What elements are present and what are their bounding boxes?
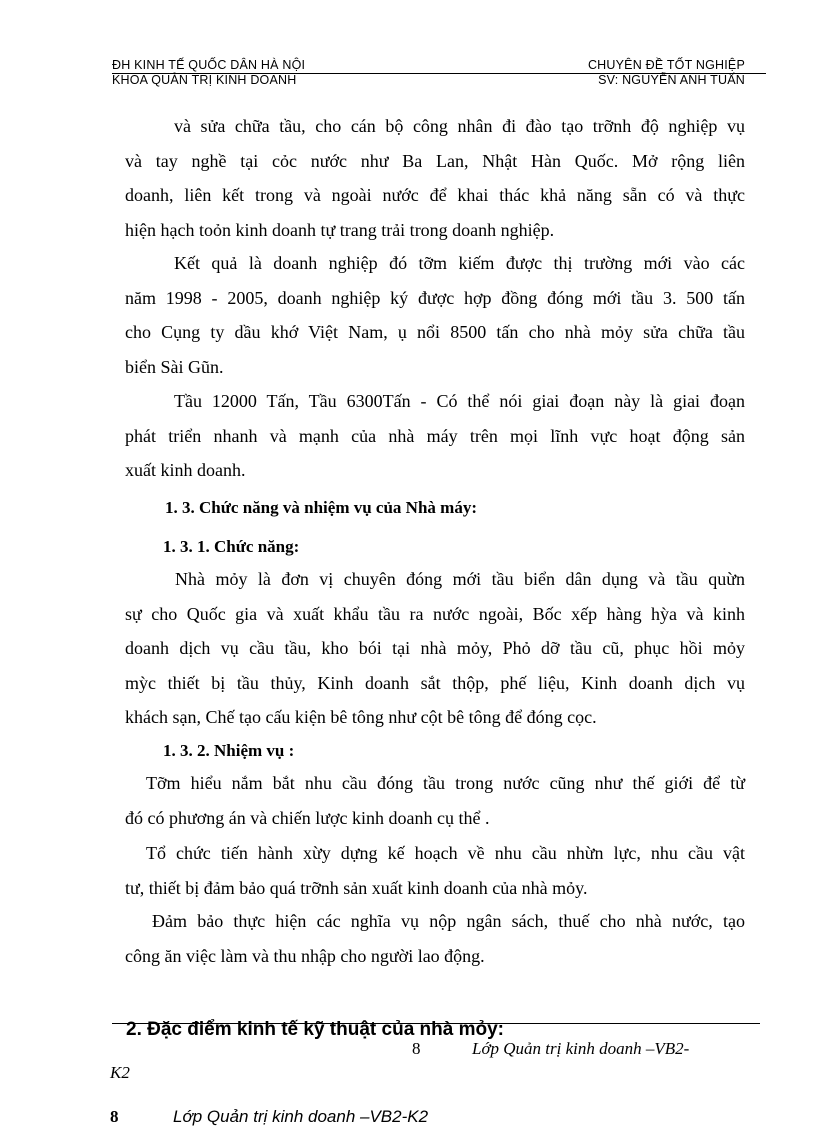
text-line: biển Sài Gũn. [125, 356, 224, 377]
text-line: mỳc thiết bị tầu thủy, Kinh doanh sắt thộp, phế liệu, Kinh doanh dịch vụ [125, 672, 745, 693]
outer-footer-class-label: Lớp Quản trị kinh doanh –VB2-K2 [173, 1107, 429, 1126]
text-line: công ăn việc làm và thu nhập cho người lao động. [125, 945, 485, 966]
heading-1-3-1: 1. 3. 1. Chức năng: [163, 537, 300, 556]
text-line: năm 1998 - 2005, doanh nghiệp ký được hợp đồng đóng mới tầu 3. 500 tấn [125, 287, 745, 308]
heading-1-3: 1. 3. Chức năng và nhiệm vụ của Nhà máy: [165, 498, 477, 517]
paragraph-task-market [125, 766, 745, 835]
paragraph-results [125, 246, 745, 384]
text-line: Tỡm hiểu nắm bắt nhu cầu đóng tầu trong nước cũng như thế giới để từ [146, 773, 745, 793]
header-faculty: KHOA QUẢN TRỊ KINH DOANH [112, 73, 297, 87]
paragraph-task-planning [125, 836, 745, 905]
footer-class-label-wrap: K2 [110, 1063, 130, 1082]
paragraph-training [125, 109, 745, 247]
footer-page-number: 8 [412, 1039, 421, 1058]
text-line: và tay nghề tại cỏc nước như Ba Lan, Nhật Hàn Quốc. Mở rộng liên [125, 150, 745, 171]
text-line: Đảm bảo thực hiện các nghĩa vụ nộp ngân sách, thuế cho nhà nước, tạo [152, 911, 745, 931]
text-line: doanh dịch vụ cầu tầu, kho bói tại nhà mỏy, Phỏ dỡ tầu cũ, phục hồi mỏy [125, 638, 745, 658]
text-line: khách sạn, Chế tạo cấu kiện bê tông như cột bê tông để đóng cọc. [125, 707, 597, 727]
text-line: sự cho Quốc gia và xuất khẩu tầu ra nước ngoài, Bốc xếp hàng hỳa và kinh [125, 603, 745, 624]
text-line: và sửa chữa tầu, cho cán bộ công nhân đi đào tạo trỡnh độ nghiệp vụ [174, 116, 745, 136]
text-line: tư, thiết bị đảm bảo quá trỡnh sản xuất kinh doanh của nhà mỏy. [125, 877, 588, 898]
outer-footer-page-number: 8 [110, 1107, 119, 1126]
text-line: hiện hạch toỏn kinh doanh tự trang trải trong doanh nghiệp. [125, 219, 555, 240]
text-line: xuất kinh doanh. [125, 460, 246, 480]
heading-section-2: 2. Đặc điểm kinh tế kỹ thuật của nhà mỏy: [126, 1019, 504, 1040]
header-student-name: SV: NGUYỄN ANH TUẤN [598, 73, 745, 87]
text-line: Tầu 12000 Tấn, Tầu 6300Tấn - Có thể nói giai đoạn này là giai đoạn [174, 391, 745, 411]
paragraph-task-obligations [125, 904, 745, 973]
text-line: cho Cụng ty dầu khớ Việt Nam, ụ nổi 8500 tấn cho nhà mỏy sửa chữa tầu [125, 322, 745, 342]
footer-class-label: Lớp Quản trị kinh doanh –VB2- [472, 1039, 690, 1058]
header-rule [112, 73, 766, 74]
text-line: đó có phương án và chiến lược kinh doanh cụ thể . [125, 807, 490, 828]
paragraph-functions [125, 562, 745, 735]
heading-1-3-2: 1. 3. 2. Nhiệm vụ : [163, 741, 295, 760]
header-university: ĐH KINH TẾ QUỐC DÂN HÀ NỘI [112, 58, 306, 72]
paragraph-development [125, 384, 745, 488]
text-line: doanh, liên kết trong và ngoài nước để khai thác khả năng sẵn có và thực [125, 185, 745, 205]
text-line: Nhà mỏy là đơn vị chuyên đóng mới tầu biển dân dụng và tầu quừn [175, 569, 745, 589]
text-line: phát triển nhanh và mạnh của nhà máy trên mọi lĩnh vực hoạt động sản [125, 425, 745, 446]
text-line: Tổ chức tiến hành xừy dựng kế hoạch về nhu cầu nhừn lực, nhu cầu vật [146, 843, 745, 863]
text-line: Kết quả là doanh nghiệp đó tỡm kiếm được thị trường mới vào các [174, 253, 745, 273]
header-thesis-title: CHUYÊN ĐỀ TỐT NGHIỆP [587, 58, 745, 72]
